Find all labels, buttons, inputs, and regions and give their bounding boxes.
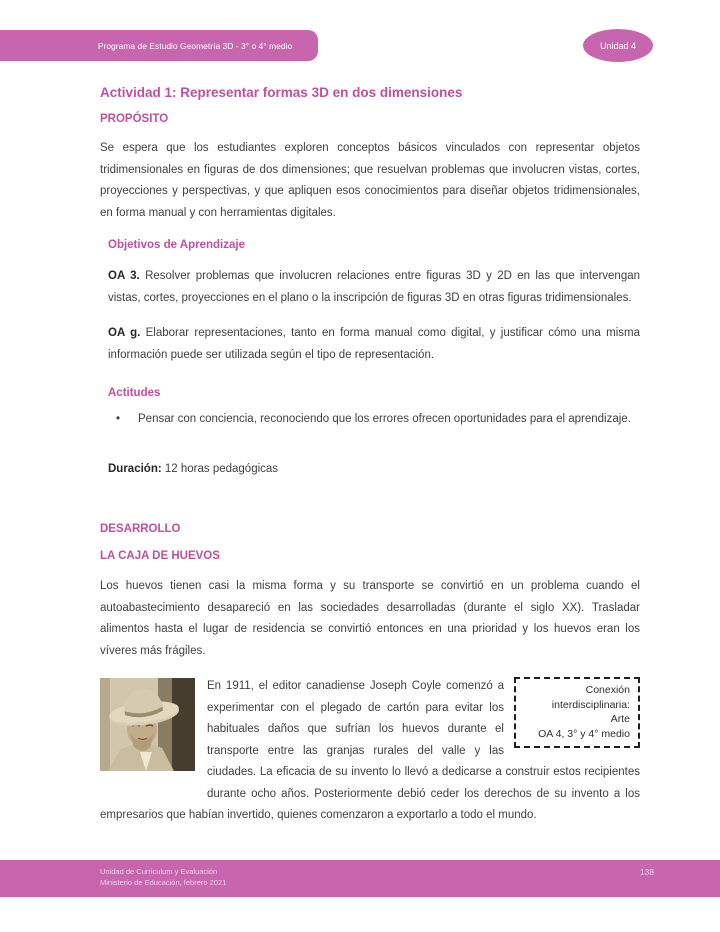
conexion-line: interdisciplinaria: [551,698,630,711]
oa-item-label: OA 3. [108,270,140,282]
footer-credits [100,866,226,888]
footer-credit-line: Unidad de Curriculum y Evaluación [100,867,218,876]
header-unit-badge-label: Unidad 4 [599,40,637,51]
oa-item-label: OA g. [108,327,141,339]
conexion-line: OA 4, 3° y 4° medio [538,727,630,740]
caja-intro-paragraph: Los huevos tienen casi la misma forma y su transporte se convirtió en un problema cuando el autoabastecimiento desapareció en las sociedades desarrolladas (durante el siglo XX). Trasladar alimentos hasta el lugar de residencia se convirtió entonces en una prioridad y los huevos eran los víveres más frágiles. [100,580,640,657]
coyle-story-paragraph [100,676,640,827]
oa-item-text: Elaborar representaciones, tanto en forma manual como digital, y justificar cómo una misma información puede ser utilizada según el tipo de representación. [108,327,640,361]
oa-item-text: Resolver problemas que involucren relaciones entre figuras 3D y 2D en las que intervengan vistas, cortes, proyecciones en el plano o la inscripción de figuras 3D en otras figuras tridimensionales. [108,270,641,304]
objetivos-heading: Objetivos de Aprendizaje [108,239,245,251]
bullet-icon: • [116,413,121,425]
header-program-badge-label: Programa de Estudio Geometría 3D - 3° o 4° medio [97,40,293,51]
conexion-interdisciplinaria-box [514,677,640,748]
footer-page-number: 138 [639,867,654,877]
actitudes-bullet-item [108,409,640,431]
oa-item [108,266,640,309]
desarrollo-heading: DESARROLLO [100,523,181,535]
footer-credit-line: Ministerio de Educación, febrero 2021 [100,878,227,887]
oa-item [108,323,640,366]
proposito-heading: PROPÓSITO [100,113,169,125]
proposito-paragraph: Se espera que los estudiantes exploren conceptos básicos vinculados con representar objetos tridimensionales en figuras de dos dimensiones; que resuelvan problemas que involucren vistas, cortes, proyecciones y perspectivas, y que apliquen esos conocimientos para diseñar objetos tridimensionales, en forma manual y con herramientas digitales. [100,142,640,219]
duracion-line [108,459,640,481]
objetivos-block [108,238,640,480]
conexion-line: Conexión [585,684,630,696]
duracion-value: 12 horas pedagógicas [161,462,279,475]
duracion-label: Duración: [108,462,162,475]
conexion-line: Arte [610,713,630,725]
actitudes-heading: Actitudes [108,387,161,399]
footer-bar [0,860,720,897]
caja-de-huevos-heading: LA CAJA DE HUEVOS [100,550,220,562]
coyle-story-text: En 1911, el editor canadiense Joseph Coyle comenzó a experimentar con el plegado de cartón para evitar los habituales daños que sufrían los huevos durante el transporte entre las granjas rurales del valle y las ciudades. La eficacia de su invento lo llevó a dedicarse a construir estos recipientes durante ocho años. Posteriormente debió ceder los derechos de su invento a los empresarios que habían invertido, quienes comenzaron a exportarlo a todo el mundo. [100,680,640,821]
activity-title: Actividad 1: Representar formas 3D en dos dimensiones [100,85,463,100]
joseph-coyle-photo [100,678,195,771]
actitudes-bullet-text: Pensar con conciencia, reconociendo que los errores ofrecen oportunidades para el aprendizaje. [138,413,631,425]
